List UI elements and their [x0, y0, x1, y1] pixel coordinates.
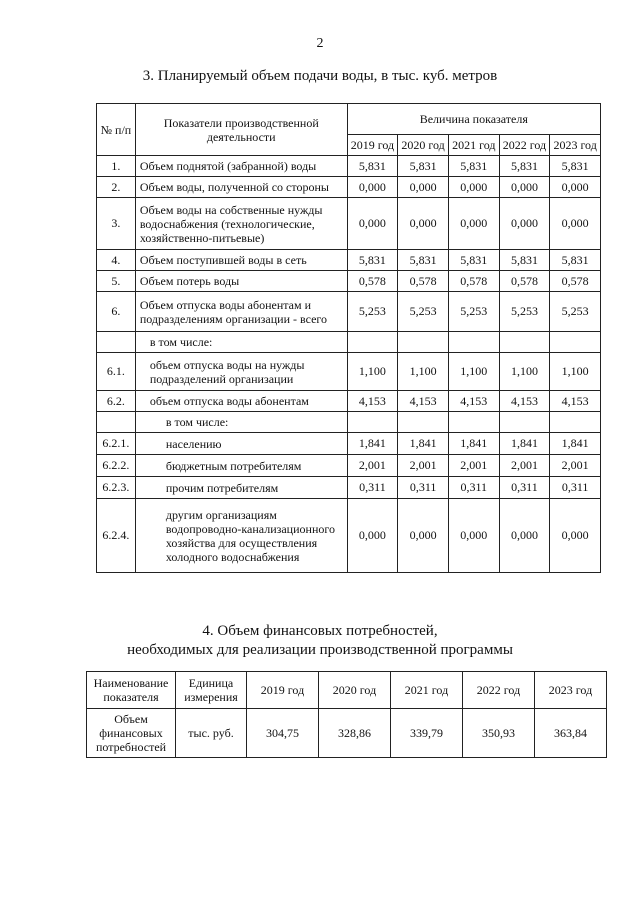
- cell-value: 5,831: [398, 250, 449, 271]
- cell-value: 339,79: [391, 709, 463, 758]
- cell-value: 2,001: [550, 455, 601, 477]
- cell-value: 0,000: [550, 177, 601, 198]
- row-num: [97, 332, 136, 353]
- row-num: 2.: [97, 177, 136, 198]
- row-num: [97, 412, 136, 433]
- cell-value: 1,841: [398, 433, 449, 455]
- page-number: 2: [316, 36, 324, 51]
- row-name: в том числе:: [135, 332, 347, 353]
- row-name: Объем воды, полученной со стороны: [135, 177, 347, 198]
- cell-value: 4,153: [347, 391, 398, 412]
- cell-value: 2,001: [347, 455, 398, 477]
- row-unit: тыс. руб.: [176, 709, 247, 758]
- cell-value: 1,100: [550, 353, 601, 391]
- cell-value: 4,153: [398, 391, 449, 412]
- table-row: [97, 177, 601, 198]
- row-name: объем отпуска воды абонентам: [135, 391, 347, 412]
- cell-value: [448, 332, 499, 353]
- table-header-row: [87, 672, 607, 709]
- cell-value: 304,75: [247, 709, 319, 758]
- cell-value: 1,100: [499, 353, 550, 391]
- row-name: Объем поступившей воды в сеть: [135, 250, 347, 271]
- row-name: Объем поднятой (забранной) воды: [135, 156, 347, 177]
- cell-value: 0,000: [448, 177, 499, 198]
- cell-value: 4,153: [550, 391, 601, 412]
- header-unit: Единица измерения: [176, 672, 247, 709]
- row-num: 1.: [97, 156, 136, 177]
- header-num: № п/п: [97, 104, 136, 156]
- cell-value: 5,831: [499, 250, 550, 271]
- cell-value: 0,000: [499, 177, 550, 198]
- cell-value: [499, 332, 550, 353]
- header-year: 2021 год: [448, 135, 499, 156]
- cell-value: 5,253: [448, 292, 499, 332]
- header-year: 2022 год: [463, 672, 535, 709]
- cell-value: 0,578: [398, 271, 449, 292]
- header-values: Величина показателя: [347, 104, 600, 135]
- cell-value: [550, 412, 601, 433]
- cell-value: 5,253: [550, 292, 601, 332]
- row-num: 6.2.2.: [97, 455, 136, 477]
- table-row: [97, 250, 601, 271]
- cell-value: 5,831: [448, 156, 499, 177]
- cell-value: 0,000: [347, 198, 398, 250]
- cell-value: 0,000: [347, 177, 398, 198]
- row-num: 6.: [97, 292, 136, 332]
- row-name: бюджетным потребителям: [135, 455, 347, 477]
- cell-value: 5,253: [398, 292, 449, 332]
- cell-value: 0,000: [499, 499, 550, 573]
- row-name: объем отпуска воды на нужды подразделений организации: [135, 353, 347, 391]
- header-indicator: Показатели производственной деятельности: [135, 104, 347, 156]
- cell-value: 5,831: [347, 156, 398, 177]
- cell-value: [398, 412, 449, 433]
- table-row: [97, 499, 601, 573]
- cell-value: 0,578: [550, 271, 601, 292]
- cell-value: 4,153: [448, 391, 499, 412]
- row-num: 6.2.1.: [97, 433, 136, 455]
- cell-value: 1,100: [347, 353, 398, 391]
- header-year: 2019 год: [247, 672, 319, 709]
- cell-value: 5,831: [347, 250, 398, 271]
- cell-value: 5,831: [550, 250, 601, 271]
- row-name: другим организациям водопроводно-канализационного хозяйства для осуществления холодного водоснабжения: [135, 499, 347, 573]
- table-row: [97, 353, 601, 391]
- header-year: 2019 год: [347, 135, 398, 156]
- table-row: [97, 391, 601, 412]
- section-3-title: 3. Планируемый объем подачи воды, в тыс. куб. метров: [142, 68, 498, 84]
- row-name: Объем воды на собственные нужды водоснабжения (технологические, хозяйственно-питьевые): [135, 198, 347, 250]
- cell-value: 0,000: [448, 499, 499, 573]
- cell-value: [550, 332, 601, 353]
- cell-value: 1,841: [499, 433, 550, 455]
- row-name: Объем потерь воды: [135, 271, 347, 292]
- header-year: 2023 год: [550, 135, 601, 156]
- cell-value: 1,100: [398, 353, 449, 391]
- cell-value: [347, 412, 398, 433]
- cell-value: 0,000: [448, 198, 499, 250]
- cell-value: 328,86: [319, 709, 391, 758]
- cell-value: 1,841: [347, 433, 398, 455]
- row-num: 6.1.: [97, 353, 136, 391]
- header-year: 2021 год: [391, 672, 463, 709]
- cell-value: 0,000: [499, 198, 550, 250]
- cell-value: 5,253: [347, 292, 398, 332]
- cell-value: 5,831: [398, 156, 449, 177]
- row-name: Объем отпуска воды абонентам и подразделениям организации - всего: [135, 292, 347, 332]
- cell-value: [347, 332, 398, 353]
- cell-value: 5,253: [499, 292, 550, 332]
- row-num: 5.: [97, 271, 136, 292]
- cell-value: 0,578: [347, 271, 398, 292]
- cell-value: 1,100: [448, 353, 499, 391]
- table-row: [97, 198, 601, 250]
- header-year: 2020 год: [398, 135, 449, 156]
- cell-value: [448, 412, 499, 433]
- row-name: Объем финансовых потребностей: [87, 709, 176, 758]
- header-name: Наименование показателя: [87, 672, 176, 709]
- table-row: [97, 271, 601, 292]
- table-row: [97, 412, 601, 433]
- cell-value: 0,000: [550, 499, 601, 573]
- cell-value: 0,311: [550, 477, 601, 499]
- table-row: [97, 292, 601, 332]
- cell-value: 350,93: [463, 709, 535, 758]
- row-name: прочим потребителям: [135, 477, 347, 499]
- cell-value: 5,831: [448, 250, 499, 271]
- cell-value: [499, 412, 550, 433]
- cell-value: [398, 332, 449, 353]
- row-num: 6.2.: [97, 391, 136, 412]
- cell-value: 0,311: [448, 477, 499, 499]
- cell-value: 0,578: [448, 271, 499, 292]
- table-row: [97, 433, 601, 455]
- cell-value: 4,153: [499, 391, 550, 412]
- cell-value: 0,578: [499, 271, 550, 292]
- cell-value: 1,841: [448, 433, 499, 455]
- row-num: 6.2.3.: [97, 477, 136, 499]
- cell-value: 2,001: [448, 455, 499, 477]
- cell-value: 0,000: [398, 177, 449, 198]
- cell-value: 2,001: [398, 455, 449, 477]
- cell-value: 5,831: [550, 156, 601, 177]
- row-name: населению: [135, 433, 347, 455]
- table-row: [87, 709, 607, 758]
- section-4-title: [0, 622, 640, 660]
- cell-value: 2,001: [499, 455, 550, 477]
- section-4-title-line2: необходимых для реализации производственной программы: [127, 642, 513, 658]
- row-num: 6.2.4.: [97, 499, 136, 573]
- cell-value: 5,831: [499, 156, 550, 177]
- water-supply-table: [96, 103, 601, 573]
- cell-value: 0,000: [550, 198, 601, 250]
- header-year: 2022 год: [499, 135, 550, 156]
- row-num: 4.: [97, 250, 136, 271]
- table-row: [97, 156, 601, 177]
- table-row: [97, 477, 601, 499]
- cell-value: 0,000: [347, 499, 398, 573]
- header-year: 2020 год: [319, 672, 391, 709]
- header-year: 2023 год: [535, 672, 607, 709]
- cell-value: 1,841: [550, 433, 601, 455]
- row-name: в том числе:: [135, 412, 347, 433]
- financial-needs-table: [86, 671, 607, 758]
- cell-value: 0,311: [347, 477, 398, 499]
- row-num: 3.: [97, 198, 136, 250]
- cell-value: 0,000: [398, 499, 449, 573]
- cell-value: 0,000: [398, 198, 449, 250]
- cell-value: 363,84: [535, 709, 607, 758]
- table-row: [97, 332, 601, 353]
- section-4-title-line1: 4. Объем финансовых потребностей,: [202, 623, 438, 639]
- cell-value: 0,311: [499, 477, 550, 499]
- cell-value: 0,311: [398, 477, 449, 499]
- table-row: [97, 455, 601, 477]
